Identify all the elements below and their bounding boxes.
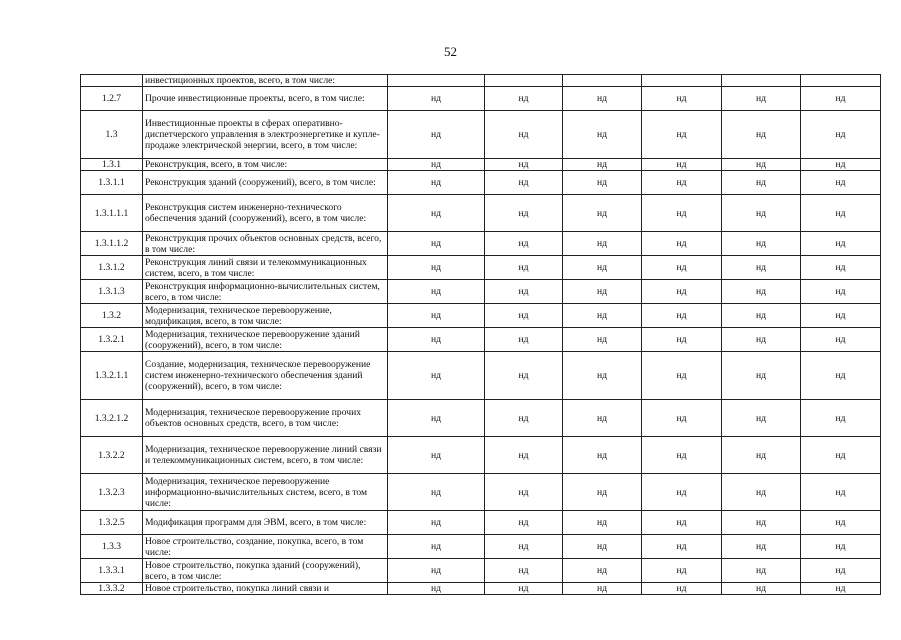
table-row <box>81 195 881 232</box>
row-value-cell: нд <box>563 437 642 474</box>
row-code: 1.2.7 <box>81 87 143 111</box>
row-value-cell: нд <box>485 256 563 280</box>
row-value-cell: нд <box>563 328 642 352</box>
row-value-cell: нд <box>563 111 642 159</box>
row-code: 1.3.2.2 <box>81 437 143 474</box>
table-row <box>81 400 881 437</box>
row-value-cell: нд <box>642 304 722 328</box>
row-name: Модернизация, техническое перевооружение линий связи и телекоммуникационных систем, всего, в том числе: <box>143 437 388 474</box>
row-value-cell: нд <box>485 232 563 256</box>
row-value-cell: нд <box>801 171 881 195</box>
row-name: Модернизация, техническое перевооружение, модификация, всего, в том числе: <box>143 304 388 328</box>
row-value-cell: нд <box>563 159 642 171</box>
row-value-cell: нд <box>801 256 881 280</box>
row-value-cell: нд <box>801 232 881 256</box>
row-value-cell: нд <box>485 111 563 159</box>
row-value-cell: нд <box>563 280 642 304</box>
row-value-cell: нд <box>722 400 801 437</box>
row-value-cell: нд <box>722 437 801 474</box>
row-value-cell: нд <box>485 474 563 511</box>
row-name: Модификация программ для ЭВМ, всего, в том числе: <box>143 511 388 535</box>
row-name: Реконструкция линий связи и телекоммуникационных систем, всего, в том числе: <box>143 256 388 280</box>
row-value-cell: нд <box>722 159 801 171</box>
investment-table <box>80 74 881 595</box>
row-value-cell <box>642 75 722 87</box>
table-row <box>81 87 881 111</box>
row-value-cell: нд <box>801 559 881 583</box>
row-value-cell: нд <box>722 583 801 595</box>
row-value-cell: нд <box>388 583 485 595</box>
row-value-cell: нд <box>722 328 801 352</box>
row-value-cell: нд <box>642 280 722 304</box>
row-code <box>81 75 143 87</box>
row-value-cell: нд <box>722 111 801 159</box>
row-value-cell: нд <box>801 474 881 511</box>
row-name: Реконструкция информационно-вычислительных систем, всего, в том числе: <box>143 280 388 304</box>
row-value-cell: нд <box>801 111 881 159</box>
row-value-cell: нд <box>642 535 722 559</box>
row-value-cell: нд <box>563 583 642 595</box>
row-name: Реконструкция прочих объектов основных средств, всего, в том числе: <box>143 232 388 256</box>
row-name: Инвестиционные проекты в сферах оперативно-диспетчерского управления в электроэнергетике и купле-продаже электрической энергии, всего, в том числе: <box>143 111 388 159</box>
row-code: 1.3.1.1 <box>81 171 143 195</box>
row-code: 1.3.3.1 <box>81 559 143 583</box>
row-value-cell: нд <box>801 535 881 559</box>
row-value-cell: нд <box>485 583 563 595</box>
row-name: инвестиционных проектов, всего, в том числе: <box>143 75 388 87</box>
table-body <box>81 75 881 595</box>
row-code: 1.3.2.1.1 <box>81 352 143 400</box>
row-name: Реконструкция систем инженерно-технического обеспечения зданий (сооружений), всего, в том числе: <box>143 195 388 232</box>
row-value-cell: нд <box>388 171 485 195</box>
row-value-cell: нд <box>563 474 642 511</box>
row-value-cell: нд <box>722 474 801 511</box>
row-value-cell: нд <box>563 256 642 280</box>
row-value-cell: нд <box>722 559 801 583</box>
table-row <box>81 304 881 328</box>
row-value-cell: нд <box>801 437 881 474</box>
row-value-cell: нд <box>485 352 563 400</box>
row-name: Модернизация, техническое перевооружение прочих объектов основных средств, всего, в том числе: <box>143 400 388 437</box>
row-value-cell: нд <box>388 256 485 280</box>
row-value-cell <box>485 75 563 87</box>
row-value-cell: нд <box>485 280 563 304</box>
row-name: Модернизация, техническое перевооружение зданий (сооружений), всего, в том числе: <box>143 328 388 352</box>
row-value-cell: нд <box>642 159 722 171</box>
row-name: Прочие инвестиционные проекты, всего, в том числе: <box>143 87 388 111</box>
row-value-cell: нд <box>388 352 485 400</box>
row-value-cell: нд <box>388 511 485 535</box>
row-value-cell: нд <box>642 232 722 256</box>
row-value-cell: нд <box>388 159 485 171</box>
row-value-cell: нд <box>485 511 563 535</box>
row-value-cell: нд <box>563 171 642 195</box>
row-value-cell: нд <box>388 437 485 474</box>
row-value-cell: нд <box>485 559 563 583</box>
row-value-cell: нд <box>642 256 722 280</box>
row-value-cell: нд <box>485 328 563 352</box>
row-value-cell <box>388 75 485 87</box>
table-row <box>81 75 881 87</box>
row-code: 1.3.1.1.1 <box>81 195 143 232</box>
row-value-cell: нд <box>563 304 642 328</box>
row-value-cell: нд <box>722 256 801 280</box>
row-code: 1.3.2.1.2 <box>81 400 143 437</box>
row-value-cell: нд <box>388 232 485 256</box>
row-value-cell: нд <box>642 474 722 511</box>
row-name: Реконструкция, всего, в том числе: <box>143 159 388 171</box>
row-value-cell: нд <box>563 195 642 232</box>
row-value-cell: нд <box>722 535 801 559</box>
row-value-cell: нд <box>642 437 722 474</box>
row-value-cell: нд <box>485 437 563 474</box>
row-value-cell: нд <box>722 511 801 535</box>
table-row <box>81 159 881 171</box>
row-value-cell: нд <box>563 87 642 111</box>
row-value-cell: нд <box>801 280 881 304</box>
row-value-cell: нд <box>563 400 642 437</box>
row-value-cell: нд <box>642 328 722 352</box>
table-row <box>81 535 881 559</box>
row-value-cell <box>801 75 881 87</box>
table-row <box>81 256 881 280</box>
row-code: 1.3.1.2 <box>81 256 143 280</box>
row-value-cell: нд <box>388 195 485 232</box>
row-value-cell: нд <box>563 559 642 583</box>
row-value-cell: нд <box>722 352 801 400</box>
row-value-cell: нд <box>801 195 881 232</box>
row-value-cell: нд <box>722 232 801 256</box>
row-value-cell: нд <box>642 352 722 400</box>
row-code: 1.3.1.1.2 <box>81 232 143 256</box>
row-value-cell: нд <box>642 511 722 535</box>
row-value-cell: нд <box>722 280 801 304</box>
table-row <box>81 111 881 159</box>
row-name: Создание, модернизация, техническое перевооружение систем инженерно-технического обеспечения зданий (сооружений), всего, в том числе: <box>143 352 388 400</box>
row-value-cell <box>722 75 801 87</box>
row-value-cell: нд <box>485 195 563 232</box>
table-row <box>81 232 881 256</box>
row-value-cell: нд <box>642 195 722 232</box>
row-value-cell: нд <box>563 352 642 400</box>
table-row <box>81 511 881 535</box>
row-value-cell: нд <box>388 111 485 159</box>
row-code: 1.3.3 <box>81 535 143 559</box>
row-value-cell: нд <box>388 559 485 583</box>
row-name: Новое строительство, покупка зданий (сооружений), всего, в том числе: <box>143 559 388 583</box>
row-value-cell: нд <box>485 304 563 328</box>
row-name: Реконструкция зданий (сооружений), всего, в том числе: <box>143 171 388 195</box>
row-value-cell: нд <box>722 195 801 232</box>
row-value-cell: нд <box>801 304 881 328</box>
row-value-cell: нд <box>388 304 485 328</box>
table-row <box>81 437 881 474</box>
row-value-cell: нд <box>485 87 563 111</box>
row-code: 1.3.1.3 <box>81 280 143 304</box>
row-value-cell: нд <box>642 583 722 595</box>
row-value-cell: нд <box>642 559 722 583</box>
table-row <box>81 328 881 352</box>
row-name: Новое строительство, покупка линий связи и <box>143 583 388 595</box>
row-code: 1.3.2.3 <box>81 474 143 511</box>
row-value-cell: нд <box>485 171 563 195</box>
row-code: 1.3 <box>81 111 143 159</box>
table-row <box>81 171 881 195</box>
row-value-cell: нд <box>388 474 485 511</box>
row-code: 1.3.2.1 <box>81 328 143 352</box>
row-value-cell: нд <box>722 87 801 111</box>
row-code: 1.3.2 <box>81 304 143 328</box>
row-code: 1.3.2.5 <box>81 511 143 535</box>
row-value-cell: нд <box>801 87 881 111</box>
row-value-cell: нд <box>642 111 722 159</box>
row-value-cell: нд <box>388 87 485 111</box>
row-value-cell: нд <box>642 400 722 437</box>
row-value-cell: нд <box>801 400 881 437</box>
row-code: 1.3.1 <box>81 159 143 171</box>
row-value-cell: нд <box>801 352 881 400</box>
row-name: Новое строительство, создание, покупка, всего, в том числе: <box>143 535 388 559</box>
row-value-cell: нд <box>801 328 881 352</box>
row-value-cell: нд <box>485 159 563 171</box>
row-value-cell: нд <box>563 232 642 256</box>
row-value-cell: нд <box>642 171 722 195</box>
row-value-cell: нд <box>485 535 563 559</box>
row-value-cell: нд <box>722 304 801 328</box>
row-value-cell: нд <box>563 511 642 535</box>
row-value-cell: нд <box>642 87 722 111</box>
row-value-cell: нд <box>388 535 485 559</box>
row-value-cell <box>563 75 642 87</box>
row-name: Модернизация, техническое перевооружение информационно-вычислительных систем, всего, в том числе: <box>143 474 388 511</box>
row-value-cell: нд <box>563 535 642 559</box>
row-value-cell: нд <box>801 511 881 535</box>
table-row <box>81 583 881 595</box>
row-code: 1.3.3.2 <box>81 583 143 595</box>
table-row <box>81 559 881 583</box>
row-value-cell: нд <box>388 328 485 352</box>
page-number: 52 <box>444 44 457 59</box>
row-value-cell: нд <box>722 171 801 195</box>
table-row <box>81 280 881 304</box>
table-row <box>81 352 881 400</box>
row-value-cell: нд <box>801 159 881 171</box>
row-value-cell: нд <box>485 400 563 437</box>
table-row <box>81 474 881 511</box>
row-value-cell: нд <box>388 400 485 437</box>
row-value-cell: нд <box>801 583 881 595</box>
row-value-cell: нд <box>388 280 485 304</box>
